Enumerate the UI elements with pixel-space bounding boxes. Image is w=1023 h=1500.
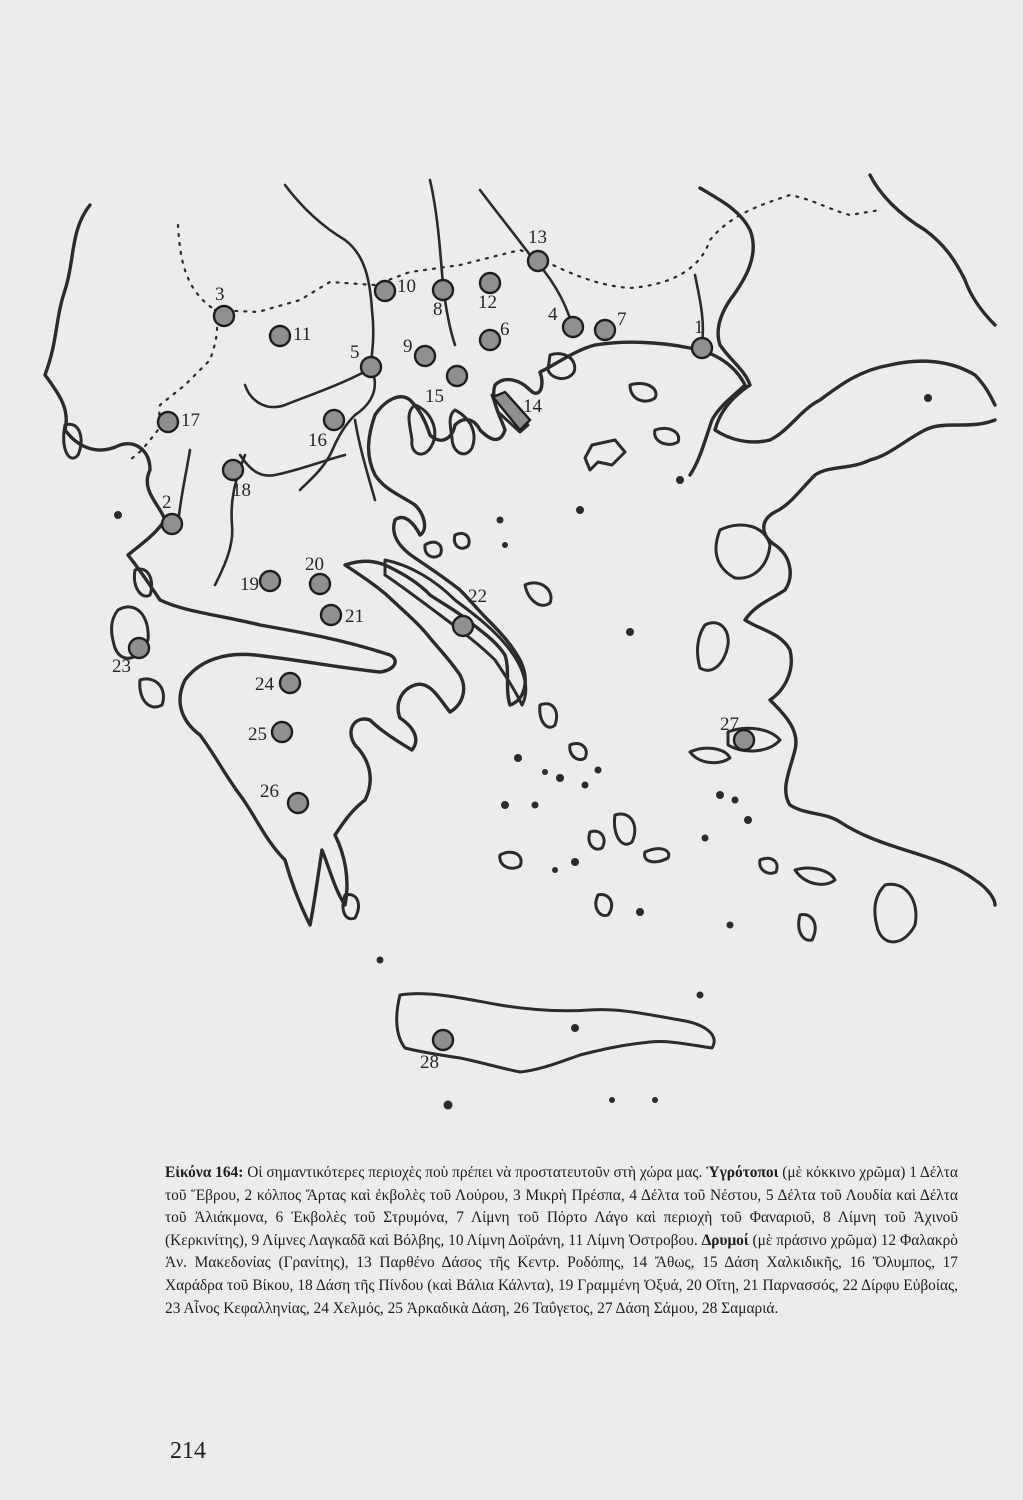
site-marker xyxy=(324,410,344,430)
site-label: 4 xyxy=(548,304,558,325)
site-marker xyxy=(162,514,182,534)
site-marker xyxy=(433,280,453,300)
site-label: 5 xyxy=(350,342,360,363)
rivers xyxy=(178,180,703,585)
site-label: 11 xyxy=(293,324,312,345)
site-marker xyxy=(223,460,243,480)
page-number: 214 xyxy=(170,1438,206,1464)
caption-intro: Οἱ σημαντικότερες περιοχὲς ποὺ πρέπει νὰ προστατευτοῦν στὴ χώρα μας. xyxy=(247,1164,703,1181)
site-label: 22 xyxy=(468,586,487,607)
wetlands-heading: Ὑγρότοποι xyxy=(706,1164,779,1181)
site-marker xyxy=(433,1030,453,1050)
site-label: 7 xyxy=(617,309,627,330)
site-label: 15 xyxy=(425,386,444,407)
site-marker xyxy=(415,346,435,366)
site-marker xyxy=(270,326,290,346)
mainland-coastline xyxy=(45,175,995,925)
site-marker xyxy=(310,574,330,594)
site-label: 14 xyxy=(523,396,542,417)
site-label: 26 xyxy=(260,781,279,802)
site-marker xyxy=(453,616,473,636)
site-marker xyxy=(288,793,308,813)
site-marker xyxy=(375,281,395,301)
forests-heading: Δρυμοί xyxy=(701,1231,749,1249)
site-label: 2 xyxy=(162,492,172,513)
wetlands-color-note: (μὲ κόκκινο χρῶμα) xyxy=(782,1164,906,1181)
site-marker xyxy=(214,306,234,326)
site-marker xyxy=(260,571,280,591)
site-label: 28 xyxy=(420,1052,439,1073)
site-marker xyxy=(692,338,712,358)
site-label: 17 xyxy=(181,410,200,431)
site-marker xyxy=(480,273,500,293)
site-label: 24 xyxy=(255,674,274,695)
site-label: 12 xyxy=(478,292,497,313)
site-marker xyxy=(528,251,548,271)
site-label: 8 xyxy=(433,299,443,320)
figure-caption xyxy=(165,1162,958,1320)
site-marker xyxy=(321,605,341,625)
site-label: 18 xyxy=(232,480,251,501)
site-label: 10 xyxy=(397,276,416,297)
site-label: 3 xyxy=(215,284,225,305)
site-marker xyxy=(595,320,615,340)
figure-label: Εἰκόνα 164: xyxy=(165,1164,244,1181)
site-marker xyxy=(480,330,500,350)
site-label: 20 xyxy=(305,554,324,575)
site-label: 23 xyxy=(112,656,131,677)
site-label: 27 xyxy=(720,714,739,735)
site-label: 13 xyxy=(528,227,547,248)
site-marker xyxy=(563,317,583,337)
site-label: 6 xyxy=(500,319,510,340)
forests-list: 12 Φαλακρὸ Ἀν. Μακεδονίας (Γρανίτης), 13 Παρθένο Δάσος τῆς Κεντρ. Ροδόπης, 14 Ἄθως, 15 Δάση Χαλκιδικῆς, 16 Ὄλυμπος, 17 Χαράδρα τοῦ Βίκου, 18 Δάση τῆς Πίνδου (καὶ Βάλια Κάλντα), 19 Γραμμένη Ὀξυά, 20 Οἴτη, 21 Παρνασσός, 22 Δίρφυ Εὐβοίας, 23 Αἶνος Κεφαλληνίας, 24 Χελμός, 25 Ἀρκαδικὰ Δάση, 26 Ταΰγετος, 27 Δάση Σάμου, 28 Σαμαριά. xyxy=(165,1231,958,1317)
site-marker xyxy=(158,412,178,432)
site-markers xyxy=(112,227,754,1073)
site-label: 9 xyxy=(403,336,413,357)
forests-color-note: (μὲ πράσινο χρῶμα) xyxy=(752,1231,877,1249)
site-label: 21 xyxy=(345,606,364,627)
site-label: 19 xyxy=(240,574,259,595)
site-marker xyxy=(361,357,381,377)
wetlands-list: 1 Δέλτα τοῦ Ἕβρου, 2 κόλπος Ἄρτας καὶ ἐκβολὲς τοῦ Λούρου, 3 Μικρὴ Πρέσπα, 4 Δέλτα τοῦ Νέστου, 5 Δέλτα τοῦ Λουδία καὶ Δέλτα τοῦ Ἀλιάκμονα, 6 Ἐκβολὲς τοῦ Στρυμόνα, 7 Λίμνη τοῦ Πόρτο Λάγο καὶ περιοχὴ τοῦ Φαναριοῦ, 8 Λίμνη τοῦ Ἀχινοῦ (Κερκινίτης), 9 Λίμνες Λαγκαδᾶ καὶ Βόλβης, 10 Λίμνη Δοϊράνη, 11 Λίμνη Ὀστροβου. xyxy=(165,1164,959,1249)
site-label: 25 xyxy=(248,724,267,745)
site-label: 1 xyxy=(694,317,704,338)
site-marker xyxy=(447,366,467,386)
site-marker xyxy=(272,722,292,742)
site-label: 16 xyxy=(308,430,327,451)
site-marker xyxy=(280,673,300,693)
site-marker xyxy=(129,638,149,658)
